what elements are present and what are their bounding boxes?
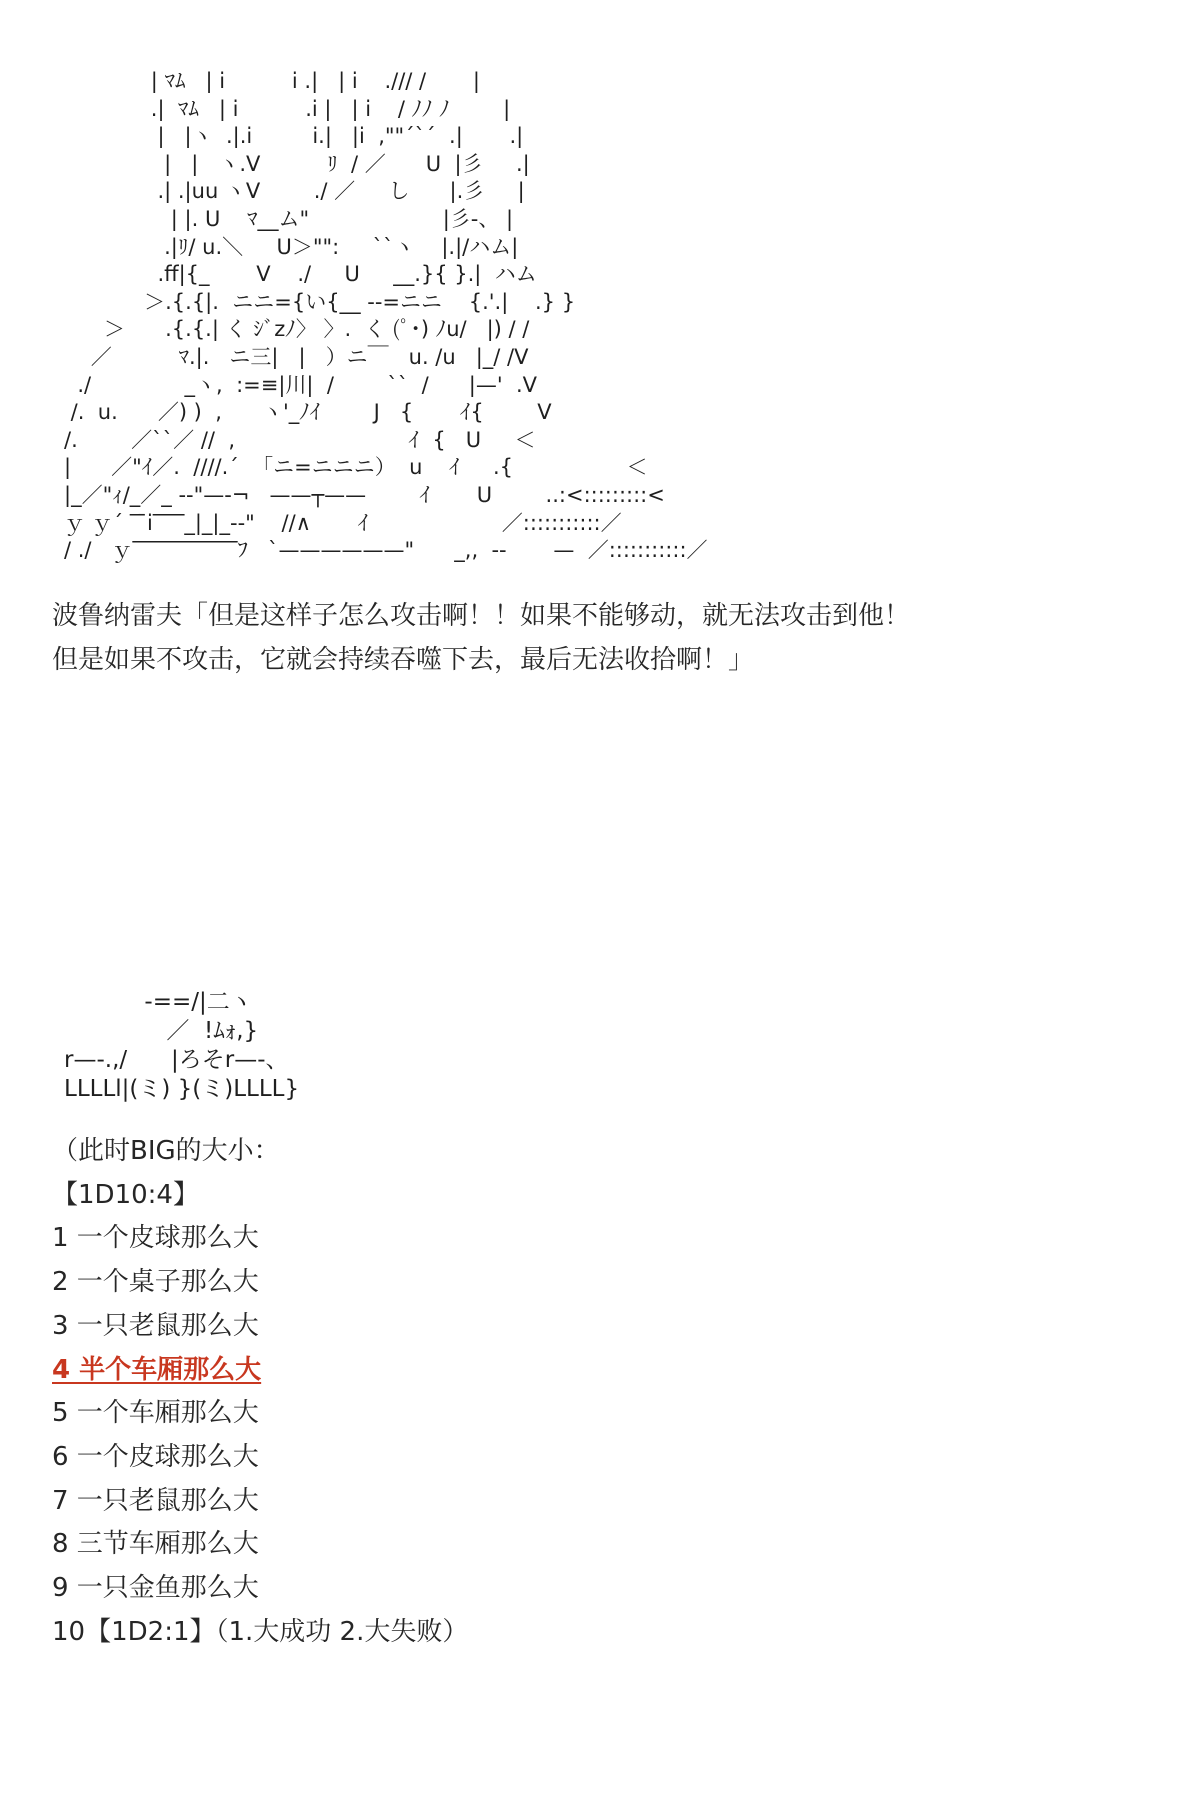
- roll-option: 2 一个桌子那么大: [52, 1267, 259, 1298]
- ascii-art-small: -==/|二ヽ ／ !ﾑｫ,} r—-.,/ |ろそr—-、 LLLLl|(ミ) }(ミ)LLLL}: [64, 989, 300, 1102]
- roll-dice: 【1D10:4】: [52, 1179, 199, 1210]
- roll-option-selected: 4 半个车厢那么大: [52, 1354, 262, 1385]
- roll-option: 6 一个皮球那么大: [52, 1441, 259, 1472]
- roll-option: 3 一只老鼠那么大: [52, 1310, 259, 1341]
- roll-option: 7 一只老鼠那么大: [52, 1485, 259, 1516]
- ascii-art-main: | ﾏﾑ | i i .| | i ./// / | .| ﾏﾑ | i .i | | i / ﾉﾉ ﾉ | | |ヽ .|.i i.| |i ,""´`´ .| .| | | ヽ.V ﾘ / ／ U |彡 .| .| .|uu ヽV ./ ／ し |.彡 | | |. U ﾏ__ム" |彡-、 | .|ﾘ/ u.＼ U＞"": ``ヽ |.|/ハム| .ff|{_ V ./ U __.}{ }.| ハム ＞.{.{|. ニニ={い{__ --=ニニ {.'.| .} } ＞ .{.{.| く ｼﾞzﾉ〉 〉. く (ﾟ･) ﾉu/ |) / / ／ ﾏ.|. ニ三| | ）ニ￣ u. /u |_/ /V ./ _ヽ, :=≡|川| / `` / |—' .V /. u. ／) ) , ヽ'_ﾉｲ J { ｲ{ V /. ／``／ // , ｲ { U ＜ | ／"ｲ／. ////.´ 「ニ=ニニニ） u ｲ .{ ＜ |_／"ｨ/_／_ --"—-¬ ——┬—— ｲ U ..:<:::::::::< ｙ ｙ´ ‾ ̄i‾‾‾_|_|_--" //∧ ｲ ／:::::::::::／ / ./ ｙ‾‾‾‾‾‾‾‾‾‾ﾌ `——————" _,, -- — ／:::::::::::／: [64, 69, 708, 563]
- roll-option: 8 三节车厢那么大: [52, 1529, 259, 1560]
- roll-list: [52, 1130, 468, 1654]
- roll-option: 5 一个车厢那么大: [52, 1398, 259, 1429]
- roll-option: 9 一只金鱼那么大: [52, 1573, 259, 1604]
- dialogue-line: 但是如果不攻击，它就会持续吞噬下去，最后无法收拾啊！」: [52, 645, 755, 675]
- roll-option: 10【1D2:1】（1.大成功 2.大失败）: [52, 1616, 469, 1647]
- dialogue-block: [52, 594, 1132, 682]
- dialogue-line: 波鲁纳雷夫「但是这样子怎么攻击啊！！如果不能够动，就无法攻击到他！: [52, 601, 911, 631]
- roll-intro: （此时BIG的大小：: [52, 1136, 280, 1166]
- roll-option: 1 一个皮球那么大: [52, 1223, 259, 1254]
